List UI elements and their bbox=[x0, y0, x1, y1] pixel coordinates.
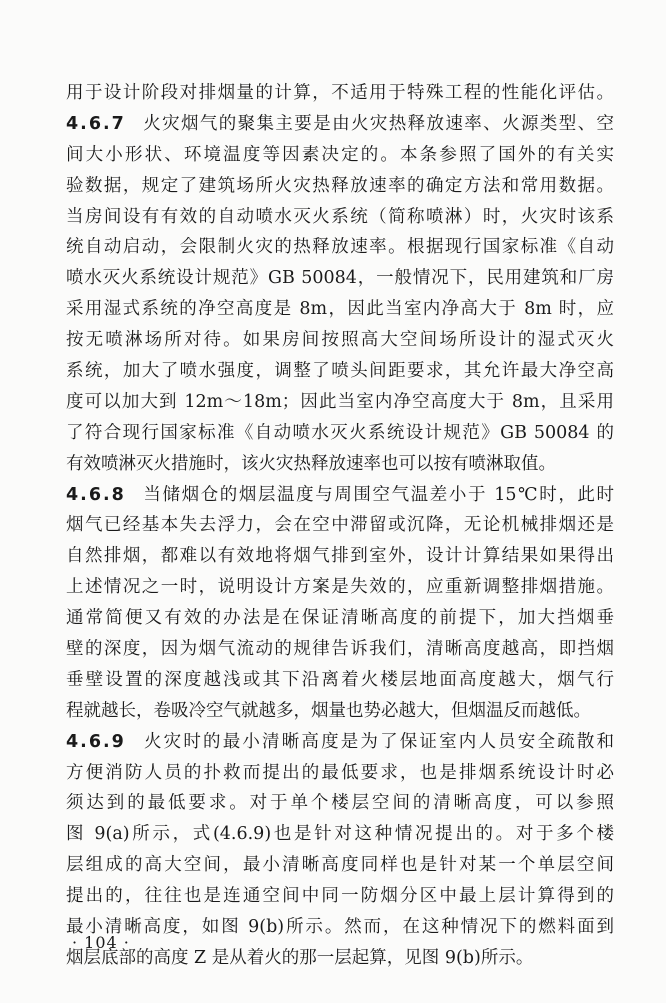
text-line: 壁的深度，因为烟气流动的规律告诉我们，清晰高度越高，即挡烟 bbox=[66, 639, 614, 660]
text-line: 程就越长，卷吸冷空气就越多，烟量也势必越大，但烟温反而越低。 bbox=[66, 700, 591, 721]
text-line: 喷水灭火系统设计规范》GB 50084，一般情况下，民用建筑和厂房 bbox=[66, 268, 614, 289]
text-line: 提出的，往往也是连通空间中同一防烟分区中最上层计算得到的 bbox=[66, 886, 614, 907]
text-line: 通常简便又有效的办法是在保证清晰高度的前提下，加大挡烟垂 bbox=[66, 608, 614, 629]
text-line: 火灾烟气的聚集主要是由火灾热释放速率、火源类型、空 bbox=[141, 113, 614, 134]
section-first-line bbox=[66, 727, 614, 758]
text-line: 烟层底部的高度 Z 是从着火的那一层起算，见图 9(b)所示。 bbox=[66, 947, 534, 968]
text-line: 了符合现行国家标准《自动喷水灭火系统设计规范》GB 50084 的 bbox=[66, 422, 614, 443]
text-line: 最小清晰高度，如图 9(b)所示。然而，在这种情况下的燃料面到 bbox=[66, 917, 614, 938]
text-line: 系统，加大了喷水强度，调整了喷头间距要求，其允许最大净空高 bbox=[66, 361, 614, 382]
text-line: 当房间设有有效的自动喷水灭火系统（简称喷淋）时，火灾时该系 bbox=[66, 206, 614, 227]
text-line: 须达到的最低要求。对于单个楼层空间的清晰高度，可以参照 bbox=[66, 793, 614, 814]
text-line: 按无喷淋场所对待。如果房间按照高大空间场所设计的湿式灭火 bbox=[66, 330, 614, 351]
text-line: 方便消防人员的扑救而提出的最低要求，也是排烟系统设计时必 bbox=[66, 762, 614, 783]
section-number: 4.6.7 bbox=[66, 113, 126, 134]
text-line: 层组成的高大空间，最小清晰高度同样也是针对某一个单层空间 bbox=[66, 855, 614, 876]
text-line: 有效喷淋灭火措施时，该火灾热释放速率也可以按有喷淋取值。 bbox=[66, 453, 556, 474]
text-line: 图 9(a)所示，式(4.6.9)也是针对这种情况提出的。对于多个楼 bbox=[66, 824, 614, 845]
body-text bbox=[66, 78, 614, 974]
section-first-line bbox=[66, 109, 614, 140]
text-line: 验数据，规定了建筑场所火灾热释放速率的确定方法和常用数据。 bbox=[66, 175, 614, 196]
text-line: 火灾时的最小清晰高度是为了保证室内人员安全疏散和 bbox=[141, 731, 614, 752]
section-number: 4.6.9 bbox=[66, 731, 126, 752]
text-line: 度可以加大到 12m～18m；因此当室内净空高度大于 8m，且采用 bbox=[66, 391, 614, 412]
text-line: 烟气已经基本失去浮力，会在空中滞留或沉降，无论机械排烟还是 bbox=[66, 515, 614, 536]
text-line: 间大小形状、环境温度等因素决定的。本条参照了国外的有关实 bbox=[66, 144, 614, 165]
section-number: 4.6.8 bbox=[66, 484, 126, 505]
text-line: 当储烟仓的烟层温度与周围空气温差小于 15℃时，此时 bbox=[141, 484, 614, 505]
text-line: 上述情况之一时，说明设计方案是失效的，应重新调整排烟措施。 bbox=[66, 577, 614, 598]
page-number: · 104 · bbox=[72, 933, 130, 952]
text-line: 采用湿式系统的净空高度是 8m，因此当室内净高大于 8m 时，应 bbox=[66, 299, 614, 320]
section-first-line bbox=[66, 480, 614, 511]
text-line: 统自动启动，会限制火灾的热释放速率。根据现行国家标准《自动 bbox=[66, 237, 614, 258]
text-line: 垂壁设置的深度越浅或其下沿离着火楼层地面高度越大，烟气行 bbox=[66, 669, 614, 690]
text-line: 用于设计阶段对排烟量的计算，不适用于特殊工程的性能化评估。 bbox=[66, 83, 614, 103]
text-line: 自然排烟，都难以有效地将烟气排到室外，设计计算结果如果得出 bbox=[66, 546, 614, 567]
